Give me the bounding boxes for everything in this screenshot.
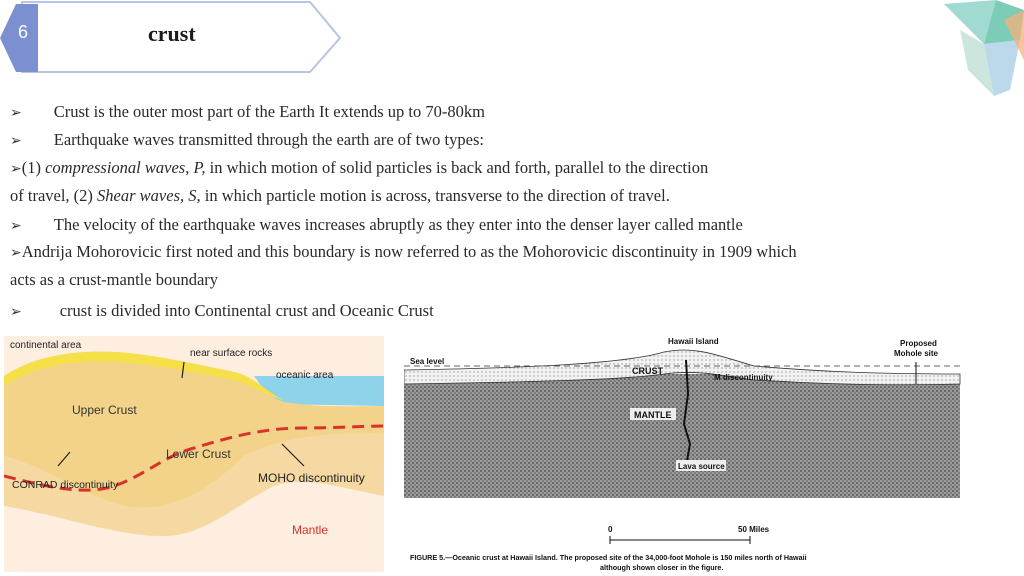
bullet-3-line-2: of travel, (2) Shear waves, S, in which particle motion is across, transverse to the direction of travel. [10, 186, 670, 205]
bullet-6 [10, 301, 434, 323]
arrow-bullet-icon: ➢ [10, 219, 22, 234]
label-conrad: CONRAD discontinuity [12, 479, 119, 491]
arrow-bullet-icon: ➢ [10, 106, 22, 121]
label-moho: MOHO discontinuity [258, 471, 365, 485]
bullet-1 [10, 102, 485, 124]
label-hawaii-island: Hawaii Island [668, 337, 719, 346]
label-continental-area: continental area [10, 340, 82, 351]
slide-header [0, 0, 345, 80]
bullet-3: ➢(1) compressional waves, P, in which motion of solid particles is back and forth, parallel to the direction [10, 158, 708, 180]
label-mantle: Mantle [292, 523, 329, 537]
arrow-bullet-icon: ➢ [10, 246, 22, 261]
label-crust: CRUST [632, 366, 663, 376]
label-lava-source: Lava source [678, 462, 725, 471]
label-m-discontinuity: M discontinuity [714, 373, 773, 382]
label-lower-crust: Lower Crust [166, 447, 231, 461]
arrow-bullet-icon: ➢ [10, 305, 22, 320]
label-near-surface-rocks: near surface rocks [190, 348, 273, 359]
bullet-4-text: The velocity of the earthquake waves increases abruptly as they enter into the denser layer called mantle [53, 215, 743, 234]
label-mohole-site: Mohole site [894, 349, 939, 358]
bullet-5-line-2: acts as a crust-mantle boundary [10, 270, 219, 289]
p-waves-term: compressional waves, P, [45, 158, 206, 177]
label-oceanic-area: oceanic area [276, 370, 334, 381]
crust-cross-section-figure [4, 336, 384, 572]
bullet-5 [10, 242, 797, 264]
s-waves-term: Shear waves, S, [97, 186, 201, 205]
label-sea-level: Sea level [410, 357, 445, 366]
scale-fifty-miles: 50 Miles [738, 525, 770, 534]
figure-caption-line-1: FIGURE 5.—Oceanic crust at Hawaii Island. The proposed site of the 34,000-foot Mohole is 150 miles north of Hawaii [410, 553, 807, 562]
arrow-bullet-icon: ➢ [10, 134, 22, 149]
bullet-4 [10, 215, 743, 237]
label-upper-crust: Upper Crust [72, 403, 137, 417]
hawaii-crust-figure [404, 334, 964, 576]
bullet-1-text: Crust is the outer most part of the Earth It extends up to 70-80km [53, 102, 485, 121]
bullet-6-text: crust is divided into Continental crust and Oceanic Crust [59, 301, 434, 320]
label-proposed: Proposed [900, 339, 937, 348]
arrow-bullet-icon: ➢ [10, 162, 22, 177]
slide-title: crust [148, 21, 196, 46]
bullet-2-text: Earthquake waves transmitted through the earth are of two types: [53, 130, 484, 149]
bullet-2 [10, 130, 484, 152]
scale-zero: 0 [608, 525, 613, 534]
slide-number: 6 [18, 22, 29, 42]
bullet-5-text: Andrija Mohorovicic first noted and this boundary is now referred to as the Mohorovicic discontinuity in 1909 which [21, 242, 797, 261]
decorative-logo-icon [924, 0, 1024, 96]
figure-caption-line-2: although shown closer in the figure. [600, 563, 724, 572]
label-mantle: MANTLE [634, 410, 672, 420]
